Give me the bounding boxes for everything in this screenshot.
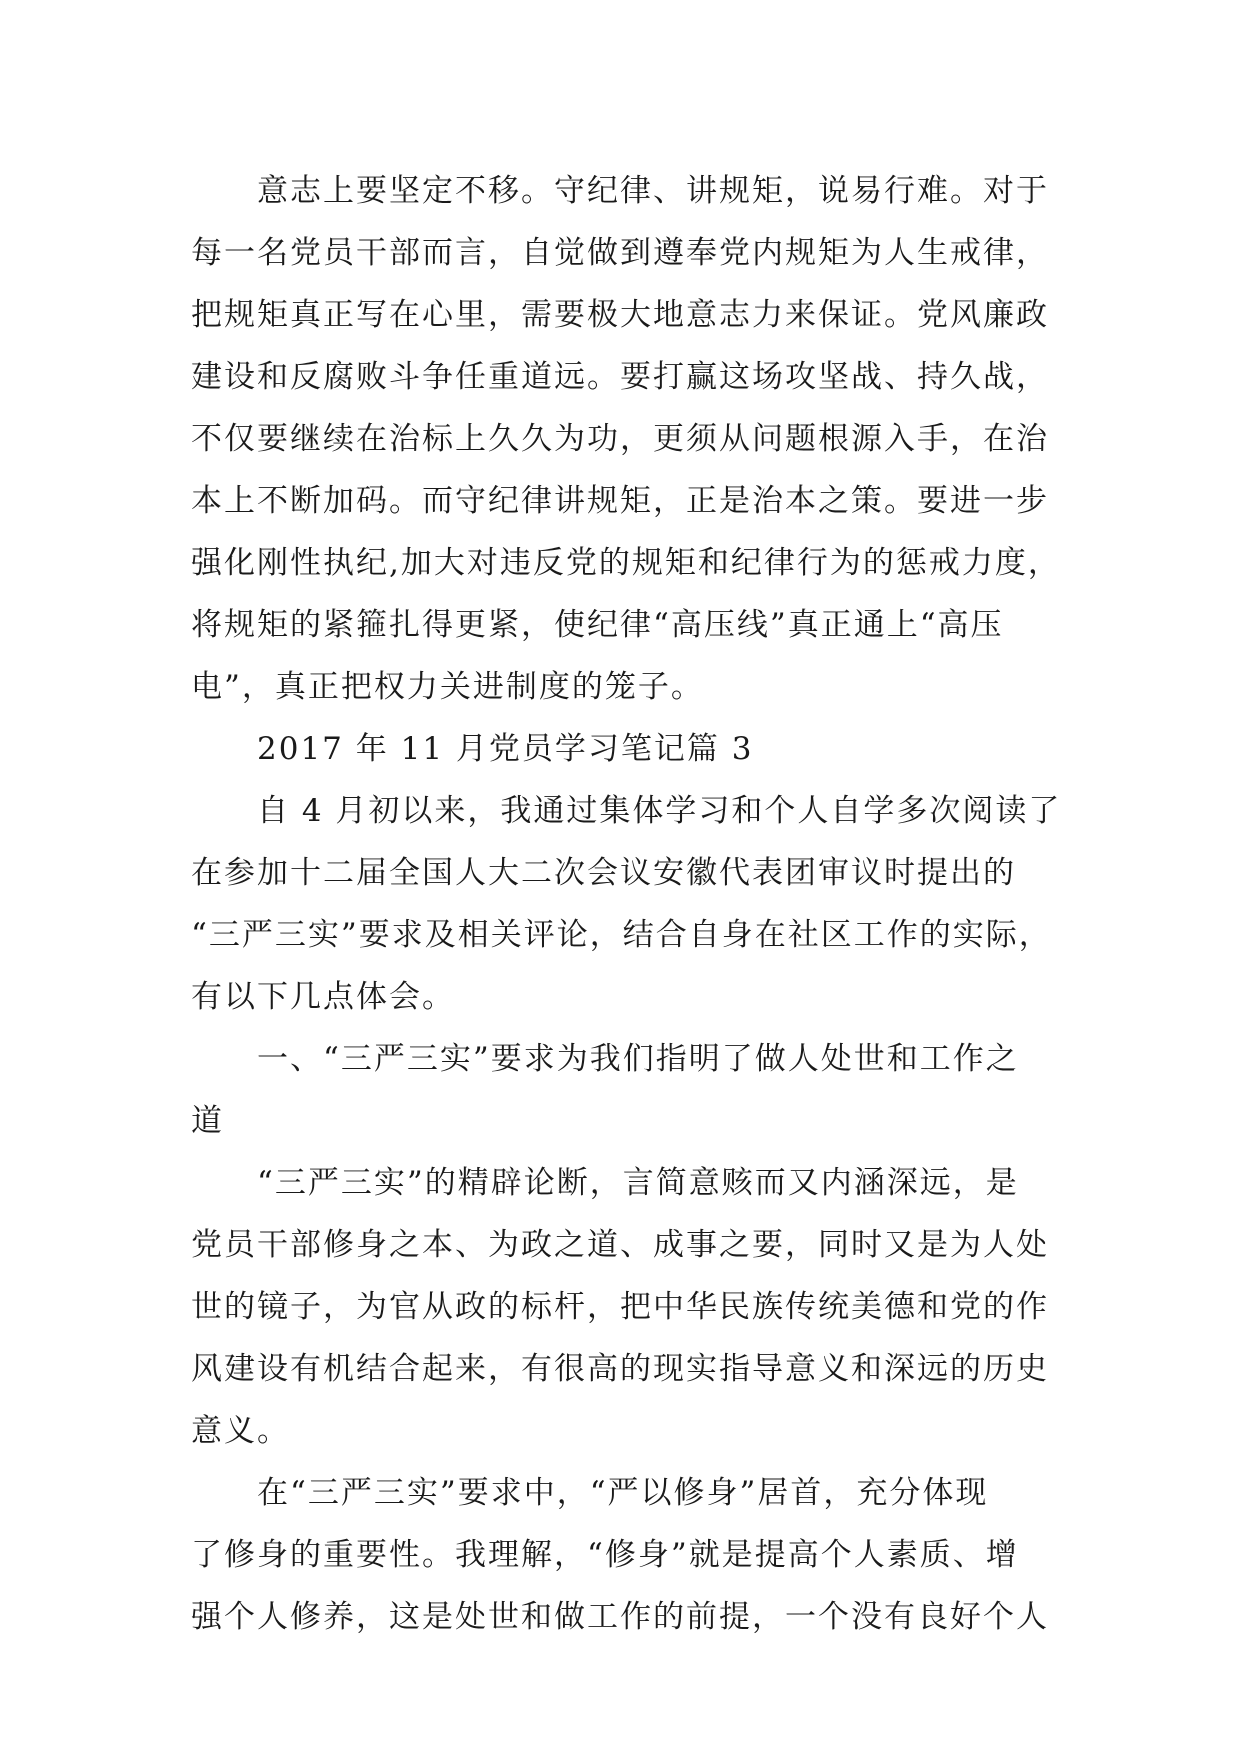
paragraph-line: 在“三严三实”要求中，“严以修身”居首，充分体现 <box>257 1475 989 1511</box>
subsection-heading: 一、“三严三实”要求为我们指明了做人处世和工作之 <box>257 1041 1019 1077</box>
document-body <box>191 160 1061 1648</box>
paragraph-line: 不仅要继续在治标上久久为功，更须从问题根源入手，在治 <box>191 421 1049 457</box>
section-heading: 2017 年 11 月党员学习笔记篇 3 <box>257 731 754 767</box>
paragraph-line: 将规矩的紧箍扎得更紧，使纪律“高压线”真正通上“高压 <box>191 607 1004 643</box>
paragraph-line: 每一名党员干部而言，自觉做到遵奉党内规矩为人生戒律， <box>191 235 1049 271</box>
paragraph-line: 了修身的重要性。我理解，“修身”就是提高个人素质、增 <box>191 1537 1019 1573</box>
paragraph-line: 强个人修养，这是处世和做工作的前提，一个没有良好个人 <box>191 1599 1049 1635</box>
subsection-heading: 道 <box>191 1103 224 1139</box>
paragraph-line: 自 4 月初以来，我通过集体学习和个人自学多次阅读了 <box>257 793 1061 829</box>
paragraph-line: 党员干部修身之本、为政之道、成事之要，同时又是为人处 <box>191 1227 1049 1263</box>
paragraph-line: 有以下几点体会。 <box>191 979 455 1015</box>
paragraph-line: 强化刚性执纪,加大对违反党的规矩和纪律行为的惩戒力度， <box>191 545 1061 581</box>
paragraph-line: 意义。 <box>191 1413 290 1449</box>
paragraph-line: “三严三实”要求及相关评论，结合自身在社区工作的实际， <box>191 917 1052 953</box>
paragraph-line: “三严三实”的精辟论断，言简意赅而又内涵深远，是 <box>257 1165 1019 1201</box>
paragraph-line: 在参加十二届全国人大二次会议安徽代表团审议时提出的 <box>191 855 1016 891</box>
paragraph-line: 把规矩真正写在心里，需要极大地意志力来保证。党风廉政 <box>191 297 1049 333</box>
paragraph-line: 意志上要坚定不移。守纪律、讲规矩，说易行难。对于 <box>257 173 1049 209</box>
paragraph-line: 电”，真正把权力关进制度的笼子。 <box>191 669 704 705</box>
paragraph-line: 本上不断加码。而守纪律讲规矩，正是治本之策。要进一步 <box>191 483 1049 519</box>
paragraph-line: 建设和反腐败斗争任重道远。要打赢这场攻坚战、持久战， <box>191 359 1049 395</box>
paragraph-line: 风建设有机结合起来，有很高的现实指导意义和深远的历史 <box>191 1351 1049 1387</box>
paragraph-line: 世的镜子，为官从政的标杆，把中华民族传统美德和党的作 <box>191 1289 1049 1325</box>
